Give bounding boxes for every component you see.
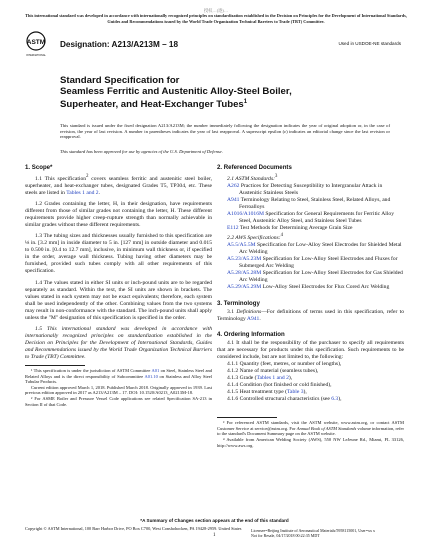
tables-link[interactable]: Tables 1 and 2 [66,190,99,196]
reference-code-link[interactable]: A5.5/A5.5M [227,242,256,249]
a941-link[interactable]: A941 [246,315,260,322]
footnote-1-edition: Current edition approved March 1, 2018. Published March 2018. Originally approved in 1939. Last previous edition approved in 2017 as A213/A213M – 17. DOI: 10.1520/A0213_A0213M-18. [25,384,212,396]
order-text: ), [288,374,293,381]
used-in-note: Used in USDOE-NE standards [338,41,401,46]
reference-code-link[interactable]: A5.28/A5.28M [227,270,262,277]
aws-reference-list [217,242,404,291]
reference-title: Practices for Detecting Susceptibility to Intergranular Attack in Austenitic Stainless Steels [239,182,383,196]
reference-code-link[interactable]: A5.29/A5.29M [227,284,262,291]
para-text: —For definitions of terms used in this specification, refer to Terminology [217,308,404,322]
reference-code-link[interactable]: E112 [227,225,239,232]
footnote-3 [217,420,404,437]
approval-note: This standard has been approved for use by agencies of the U.S. Department of Defense. [60,149,223,154]
astm-reference-list [217,183,404,232]
license-info [251,528,401,538]
reference-code-link[interactable]: A5.23/A5.23M [227,256,262,263]
order-text: 4.1.4 Condition (hot finished or cold finished), [227,381,332,388]
footnote-ref: 4 [280,233,283,239]
terminology-heading: 3. Terminology [217,299,260,307]
page-number: 1 [213,533,216,538]
order-text: 4.1.2 Name of material (seamless tubes), [227,367,319,374]
para-3-1 [217,309,404,323]
para-1-1 [25,173,212,197]
reference-title: Low-Alloy Steel Electrodes for Flux Cored Arc Welding [261,284,390,291]
order-item [217,375,404,382]
astm-logo-icon [25,31,47,61]
order-text: 4.1.3 Grade ( [227,374,257,381]
footnote-2: ² For ASME Boiler and Pressure Vessel Code applications see related Specification SA-213 in Section II of that Code. [25,396,212,407]
license-line: Licensee=Beijing Institute of Aeronautical Materials/5958115001, User=xx x [251,528,375,533]
title-line-3: Superheater, and Heat-Exchanger Tubes [60,99,244,111]
watermark: 授权…(逐)… [203,8,229,13]
reference-item [217,256,404,270]
license-line: Not for Resale, 04/17/2018 00:22:35 MDT [251,533,320,538]
para-1-2: 1.2 Grades containing the letter, H, in their designation, have requirements different from those of similar grades not containing the letter, H. These different requirements provide higher creep-rupture strength than normally achievable in similar grades without these different requirements. [25,201,212,229]
fn-text: ³ For referenced ASTM standards, visit the ASTM website, www.astm.org, or contact ASTM Customer Service at service@astm.org. For [217,420,404,431]
order-text: 4.1.6 Controlled structural characteristics (see [227,396,332,403]
footnote-ref: 3 [275,174,278,180]
order-text: 4.1.1 Quantity (feet, metres, or number of lengths), [227,360,342,367]
order-text: ), [303,389,307,396]
reference-item [217,211,404,225]
subcommittee-link[interactable]: A01.10 [144,373,158,379]
reference-code-link[interactable]: A262 [227,182,240,189]
title-footnote-mark: 1 [243,99,248,106]
para-1-3: 1.3 The tubing sizes and thicknesses usually furnished to this specification are ⅛ in. [3.2 mm] in inside diameter to 5 in. [127 mm] in outside diameter and 0.015 to 0.500 in. [0.4 to 12.7 mm], inclusive, in minimum wall thickness or, if specified in the order, average wall thickness. Tubing having other diameters may be furnished, provided such tubes comply with all other requirements of this specification. [25,233,212,275]
table-3-link[interactable]: Table 3 [286,389,304,396]
reference-code-link[interactable]: A941 [227,197,240,204]
para-1-5: 1.5 This international standard was developed in accordance with internationally recognized principles on standardization established in the Decision on Principles for the Development of International Standards, Guides and Recommendations issued by the World Trade Organization Technical Barriers to Trade (TBT) Committee. [25,325,212,360]
summary-note: *A Summary of Changes section appears at the end of this standard [140,518,289,523]
top-notice [24,8,408,24]
designation: Designation: A213/A213M – 18 [60,40,179,49]
footnote-divider [25,365,85,366]
ordering-heading: 4. Ordering Information [217,330,285,338]
reference-item [217,183,404,197]
definitions-label: Definitions [236,308,262,315]
right-column [217,164,404,448]
reference-title: Specification for Low-Alloy Steel Electrodes for Gas Shielded Arc Welding [239,270,403,284]
fn-text: volume information, refer to the standard's Document Summary page on the ASTM website. [217,425,405,437]
tables-link[interactable]: Tables 1 and 2 [256,374,289,381]
svg-text:INTERNATIONAL: INTERNATIONAL [26,54,46,57]
footnote-divider [217,417,277,418]
referenced-docs-heading: 2. Referenced Documents [217,164,292,171]
footnote-4: ⁴ Available from American Welding Society (AWS), 550 NW LeJeune Rd., Miami, FL 33126, http://www.aws.org. [217,436,404,448]
para-4-1: 4.1 It shall be the responsibility of the purchaser to specify all requirements that are necessary for products under this specification. Such requirements to be considered include, but are not limited to, the following: [217,339,404,360]
reference-title: Test Methods for Determining Average Grain Size [238,225,353,232]
reference-title: Specification for Low-Alloy Steel Electrodes for Shielded Metal Arc Welding [239,242,402,256]
fn-text: Annual Book of ASTM Standards [296,425,357,431]
section-6-3-link[interactable]: 6.3 [331,396,339,403]
notice-text: This international standard was developed in accordance with internationally recognized principles on standardization established in the Decision on Principles for the Development of International Standards, Guides and Recommendations issued by the World Trade Organization Technical Barriers to Trade (TBT) Committee. [25,13,407,24]
reference-item [217,270,404,284]
para-text: 1.1 This specification [35,175,87,182]
scope-heading: 1. Scope* [25,164,53,171]
para-text: 3.1 [227,308,237,315]
order-text: ), [338,396,342,403]
para-text: covers seamless ferritic and austenitic steel boiler, superheater, and heat-exchanger tubes, designated Grades T5, TP304, etc. These steels are listed in [25,175,212,196]
reference-item [217,284,404,291]
para-text: . [259,315,261,322]
order-text: 4.1.5 Heat treatment type ( [227,389,287,396]
title-line-2: Seamless Ferritic and Austenitic Alloy-Steel Boiler, [60,86,292,98]
order-item [217,368,404,375]
reference-code-link[interactable]: A1016/A1016M [227,211,264,218]
left-column [25,164,212,407]
reference-title: Specification for Low-Alloy Steel Electrodes and Fluxes for Submerged Arc Welding [239,256,398,270]
copyright: Copyright © ASTM International, 100 Barr Harbor Drive, PO Box C700, West Conshohocken, PA 19428-2959. United States [25,526,242,531]
para-text: . [98,190,101,196]
fn-text: on Stainless and Alloy Steel Tubular Products. [25,373,213,385]
reference-title: Specification for General Requirements for Ferritic Alloy Steel, Austenitic Alloy Steel, and Stainless Steel Tubes [239,211,394,225]
order-item [217,396,404,403]
order-item [217,382,404,389]
reference-item [217,225,404,232]
issue-note: This standard is issued under the fixed designation A213/A213M; the number immediately following the designation indicates the year of original adoption or, in the case of revision, the year of last revision. A number in parentheses indicates the year of last reapproval. A superscript epsilon (ε) indicates an editorial change since the last revision or reapproval. [60,123,390,140]
fn-text: ¹ This specification is under the jurisdiction of ASTM Committee [31,368,152,374]
footnote-1 [25,368,212,385]
committee-link[interactable]: A01 [151,368,160,374]
document-title [60,75,380,111]
fn-text: on Steel, Stainless Steel and Related Alloys and is the direct responsibility of Subcommittee [25,368,212,379]
order-item [217,361,404,368]
reference-title: Terminology Relating to Steel, Stainless Steel, Related Alloys, and Ferroalloys [239,197,391,211]
footnote-ref: 2 [86,174,89,180]
astm-standards-label: 2.1 ASTM Standards: [227,175,276,182]
reference-item [217,197,404,211]
para-1-4: 1.4 The values stated in either SI units or inch-pound units are to be regarded separately as standard. Within the text, the SI units are shown in brackets. The values stated in each system may not be exact equivalents; therefore, each system shall be used independently of the other. Combining values from the two systems may result in non-conformance with the standard. The inch-pound units shall apply unless the "M" designation of this specification is specified in the order. [25,279,212,321]
reference-item [217,242,404,256]
svg-text:ASTM: ASTM [26,39,46,46]
aws-specs-label: 2.2 AWS Specifications: [227,235,281,242]
title-line-1: Standard Specification for [60,75,180,86]
